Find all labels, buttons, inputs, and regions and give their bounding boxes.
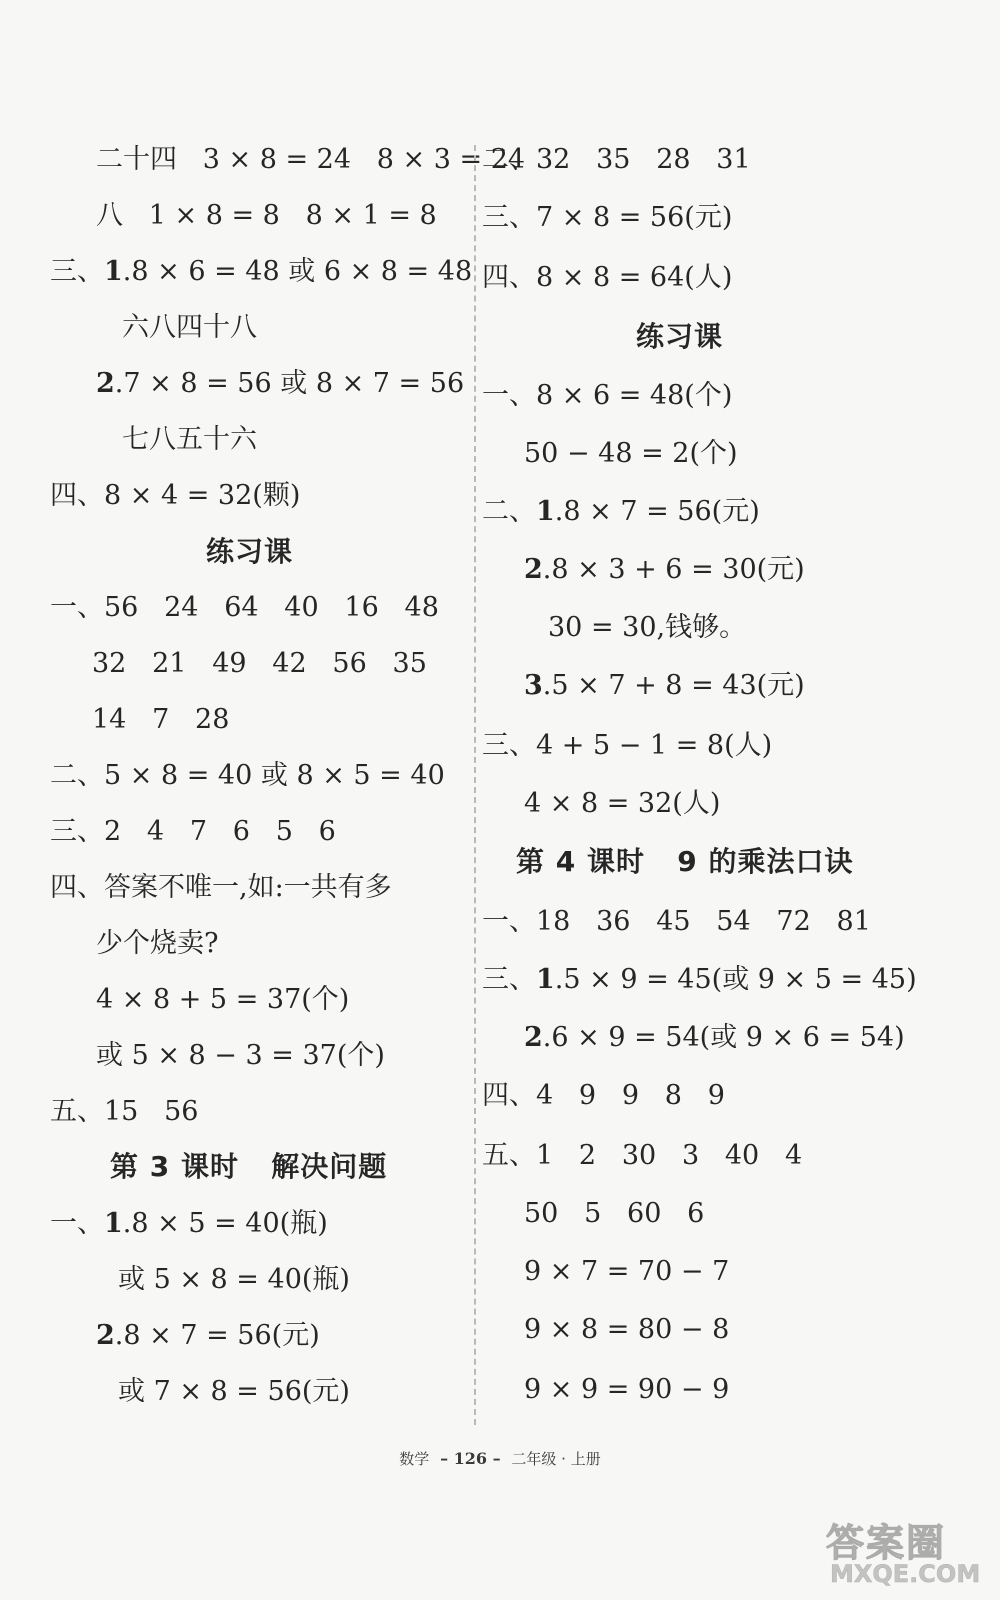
answer-line: 六八四十八 [122,312,257,343]
item-number: 3 [524,670,543,701]
answer-line: 少个烧卖? [96,928,219,959]
page-number: – 126 – [440,1449,501,1468]
section-heading: 第 4 课时 9 的乘法口诀 [516,845,854,878]
answer-line [50,1208,328,1240]
answer-line: 一、8 × 6 = 48(个) [482,380,733,411]
answer-line: 四、8 × 8 = 64(人) [482,262,733,293]
answer-line: 或 7 × 8 = 56(元) [118,1376,350,1407]
section-heading: 第 3 课时 解决问题 [110,1150,388,1183]
answer-line: 二、5 × 8 = 40 或 8 × 5 = 40 [50,760,445,791]
item-prefix: 三、 [482,964,536,995]
item-number: 1 [536,964,555,995]
watermark-text: 答案圈 [826,1521,947,1565]
item-text: .8 × 3 + 6 = 30(元) [542,554,805,585]
answer-line: 30 = 30,钱够。 [548,612,747,643]
item-number: 1 [104,1208,123,1239]
answer-line: 50 − 48 = 2(个) [524,438,738,469]
item-text: .8 × 7 = 56(元) [114,1320,320,1351]
answer-line: 9 × 8 = 80 − 8 [524,1314,730,1345]
answer-line [96,368,464,400]
answer-line: 四、8 × 4 = 32(颗) [50,480,301,511]
item-number: 2 [524,1022,543,1053]
answer-line: 4 × 8 = 32(人) [524,788,721,819]
answer-line: 四、答案不唯一,如:一共有多 [50,872,392,903]
item-text: .7 × 8 = 56 或 8 × 7 = 56 [114,368,465,399]
answer-line: 32 21 49 42 56 35 [92,648,427,679]
item-number: 2 [96,1320,115,1351]
item-prefix: 一、 [50,1208,104,1239]
answer-line [96,1320,320,1352]
answer-line: 9 × 9 = 90 − 9 [524,1374,730,1405]
answer-line [482,496,760,528]
footer-grade: 二年级 · 上册 [511,1450,601,1468]
item-prefix: 二、 [482,496,536,527]
answer-line: 50 5 60 6 [524,1198,705,1229]
answer-line: 4 × 8 + 5 = 37(个) [96,984,350,1015]
item-text: .8 × 6 = 48 或 6 × 8 = 48 [122,256,473,287]
item-text: .8 × 5 = 40(瓶) [122,1208,328,1239]
answer-line [524,1022,905,1054]
watermark-url: MXQE.COM [830,1560,981,1588]
item-number: 1 [104,256,123,287]
answer-line: 五、1 2 30 3 40 4 [482,1140,803,1171]
item-text: .5 × 9 = 45(或 9 × 5 = 45) [554,964,917,995]
answer-line [524,670,805,702]
item-number: 1 [536,496,555,527]
answer-line: 三、2 4 7 6 5 6 [50,816,336,847]
watermark-logo [826,1512,996,1596]
answer-line: 9 × 7 = 70 − 7 [524,1256,730,1287]
answer-line: 三、4 + 5 − 1 = 8(人) [482,730,773,761]
footer-subject: 数学 [399,1450,430,1468]
answer-line: 或 5 × 8 = 40(瓶) [118,1264,350,1295]
answer-line: 四、4 9 9 8 9 [482,1080,725,1111]
answer-line: 一、18 36 45 54 72 81 [482,906,871,937]
item-text: .6 × 9 = 54(或 9 × 6 = 54) [542,1022,905,1053]
answer-line: 二、32 35 28 31 [482,144,751,175]
answer-line: 八 1 × 8 = 8 8 × 1 = 8 [96,200,437,231]
answer-line: 三、7 × 8 = 56(元) [482,202,733,233]
answer-line: 14 7 28 [92,704,230,735]
answer-line: 五、15 56 [50,1096,199,1127]
answer-line [482,964,917,996]
answer-line: 二十四 3 × 8 = 24 8 × 3 = 24 [96,144,526,175]
answer-line: 一、56 24 64 40 16 48 [50,592,439,623]
item-number: 2 [524,554,543,585]
answer-line [524,554,805,586]
item-prefix: 三、 [50,256,104,287]
answer-line: 七八五十六 [122,424,257,455]
column-divider [474,145,476,1425]
item-text: .5 × 7 + 8 = 43(元) [542,670,805,701]
answer-line [50,256,472,288]
item-text: .8 × 7 = 56(元) [554,496,760,527]
section-heading: 练习课 [206,535,294,568]
answer-line: 或 5 × 8 − 3 = 37(个) [96,1040,385,1071]
section-heading: 练习课 [636,320,724,353]
item-number: 2 [96,368,115,399]
page-footer [0,1448,1000,1469]
